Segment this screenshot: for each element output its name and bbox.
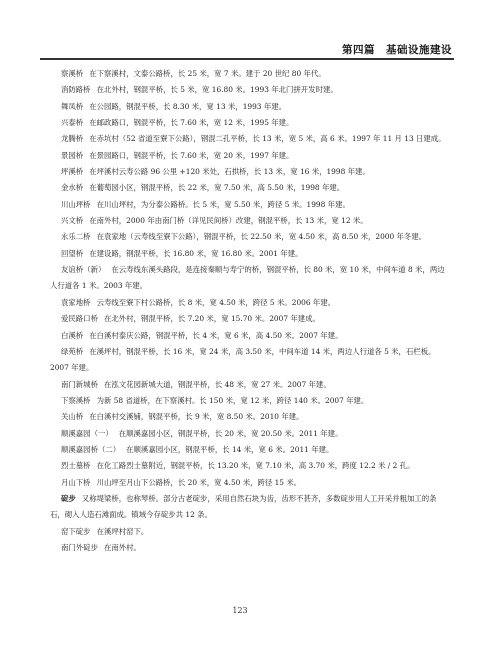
entry-name: 爱民路口桥 (61, 314, 98, 324)
entry-desc: 又称堤梁桥，也称琴桥。部分古老碇步，采用自然石块为齿，齿形不甚齐，多数碇步用人工开采并粗加工的条石，砌入人造石滩面成。镇域今存碇步共 12 条。 (50, 493, 437, 520)
entry-desc: 在白溪村交溪铺，钢混平桥，长 9 米，宽 8.50 米。2010 年建。 (89, 412, 304, 422)
entry (50, 328, 448, 344)
entry-desc: 在北外村，钢混平桥，长 7.20 米，宽 15.70 米。2007 年建成。 (103, 314, 320, 324)
entry-name: 友谊桥（新） (61, 265, 106, 275)
entry (50, 262, 448, 295)
entry (50, 82, 448, 98)
entry-name: 南门新城桥 (61, 379, 98, 389)
entry-desc: 在化工路烈士墓附近，钢混平桥，长 13.20 米，宽 7.10 米，高 3.70 米，跨度 12.2 米 / 2 孔。 (96, 461, 415, 471)
entry-desc: 在溪坪村窑下。 (96, 526, 149, 536)
entry-name: 下察溪桥 (61, 395, 91, 405)
entry-desc: 在建设路，钢混平桥，长 16.80 米，宽 16.80 米。2001 年建。 (89, 248, 303, 258)
entry-desc: 在公园路，钢混平桥，长 8.30 米，宽 13 米，1993 年建。 (89, 101, 287, 111)
entry (50, 246, 448, 262)
entry-name: 绿苑桥 (61, 346, 84, 356)
entry-desc: 在泓文花园新城大道，钢混平桥，长 48 米，宽 27 米。2007 年建。 (103, 379, 331, 389)
entry (50, 524, 448, 540)
entry-name: 回望桥 (61, 248, 84, 258)
entry (50, 115, 448, 131)
entry-desc: 在南外村。 (103, 542, 141, 552)
entry (50, 148, 448, 164)
entry (50, 475, 448, 491)
entry-desc: 在云寿线东溪头路段，是连接秦顺与寿宁的桥，钢混平桥，长 80 米，宽 10 米，中间车道 8 米，两边人行道各 1 米。2003 年建。 (50, 265, 445, 291)
entry-name: 消防路桥 (61, 85, 91, 95)
entry (50, 377, 448, 393)
entry (50, 229, 448, 245)
entry (50, 213, 448, 229)
entry (50, 393, 448, 409)
entry-name: 袁家地桥 (61, 297, 91, 307)
entry-name: 白溪桥 (61, 330, 84, 340)
entry-desc: 在白溪村泰庆公路，钢混平桥，长 4 米，宽 6 米，高 4.50 米。2007 年建。 (89, 330, 343, 340)
entry-desc: 在顺溪嘉园小区，钢混平桥，长 14 米，宽 6 米。2011 年建。 (126, 444, 334, 454)
entry-desc: 在溪坪村，钢混平桥，长 16 米，宽 24 米，高 3.50 米，中间车道 14 米，两边人行道各 5 米，石栏板。2007 年建。 (50, 346, 436, 373)
entry-name: 顺溪嘉园桥（二） (61, 444, 121, 454)
entry-name: 烈士墓桥 (61, 461, 91, 471)
entry (50, 344, 448, 377)
entry-section-heading (50, 491, 448, 524)
entry-desc: 云寿线至寮下村公路桥，长 8 米，宽 4.50 米，跨径 5 米。2006 年建。 (96, 297, 336, 307)
entry (50, 311, 448, 327)
entry-name: 龙腾桥 (61, 134, 84, 144)
entry-name: 窑下碇步 (61, 526, 91, 536)
entry (50, 442, 448, 458)
entry (50, 426, 448, 442)
entry (50, 66, 448, 82)
entry-desc: 川山坪至月山下公路桥，长 20 米，宽 4.50 米，跨径 15 米。 (96, 477, 302, 487)
body-text (50, 66, 448, 556)
entry (50, 131, 448, 147)
entry (50, 409, 448, 425)
entry (50, 99, 448, 115)
section-heading: 碇步 (61, 493, 76, 503)
entry (50, 295, 448, 311)
entry-desc: 为新 58 省道桥，在下察溪村。长 150 米，宽 12 米，跨径 140 米。2007 年建。 (96, 395, 369, 405)
entry-name: 顺溪嘉园（一） (61, 428, 113, 438)
entry-desc: 在葡萄园小区，钢混平桥，长 22 米，宽 7.50 米，高 5.50 米，1998 年建。 (89, 183, 345, 193)
entry-desc: 在坪溪村云寿公路 96 公里 +120 米处，石拱桥，长 13 米，宽 16 米，1998 年建。 (89, 167, 370, 177)
header-rule (40, 58, 454, 60)
entry-name: 兴文桥 (61, 216, 84, 226)
entry-name: 金水桥 (61, 183, 84, 193)
entry-name: 月山下桥 (61, 477, 91, 487)
entry (50, 458, 448, 474)
page-number: 123 (232, 606, 248, 615)
entry (50, 180, 448, 196)
entry-desc: 在下察溪村，文泰公路桥，长 25 米，宽 7 米。建于 20 世纪 80 年代。 (89, 69, 326, 78)
entry (50, 164, 448, 180)
entry (50, 540, 448, 556)
entry-name: 永乐二桥 (61, 232, 91, 242)
entry-desc: 在邮政路口，钢混平桥，长 7.60 米，宽 12 米，1995 年建。 (89, 118, 294, 128)
running-header: 第四篇 基础设施建设 (342, 44, 452, 56)
entry-name: 景园桥 (61, 150, 84, 160)
entry-desc: 在南外村，2000 年由南门桥（详见民间桥）改建，钢混平桥，长 13 米，宽 12 米。 (89, 216, 368, 226)
entry-name: 川山坪桥 (61, 199, 91, 209)
entry-desc: 在北外村，钢混平桥，长 5 米，宽 16.80 米。1993 年北门拼开发时建。 (96, 85, 338, 95)
entry-name: 南门外碇步 (61, 542, 98, 552)
entry-desc: 在景园路口，钢混平桥，长 7.60 米，宽 20 米，1997 年建。 (89, 150, 294, 160)
entry-desc: 在赤坑村（52 省道至寮下公路），钢混二孔平桥，长 13 米，宽 5 米，高 6 米。1997 年 11 月 13 日建成。 (89, 134, 446, 144)
entry-name: 坪溪桥 (61, 167, 84, 177)
entry-desc: 在袁家地（云寿线至寮下公路），钢混平桥，长 22.50 米，宽 4.50 米，高 8.50 米，2000 年冬建。 (96, 232, 427, 242)
entry-desc: 在顺溪嘉园小区，钢混平桥，长 20 米，宽 20.50 米。2011 年建。 (118, 428, 343, 438)
entry-name: 关山桥 (61, 412, 84, 422)
entry-name: 舞凤桥 (61, 101, 84, 111)
entry-name: 兴泰桥 (61, 118, 84, 128)
entry-name: 察溪桥 (61, 69, 84, 78)
entry-desc: 在川山坪村，为分泰公路桥。长 5 米，宽 5.50 米，跨径 5 米。1998 年建。 (96, 199, 350, 209)
entry (50, 197, 448, 213)
